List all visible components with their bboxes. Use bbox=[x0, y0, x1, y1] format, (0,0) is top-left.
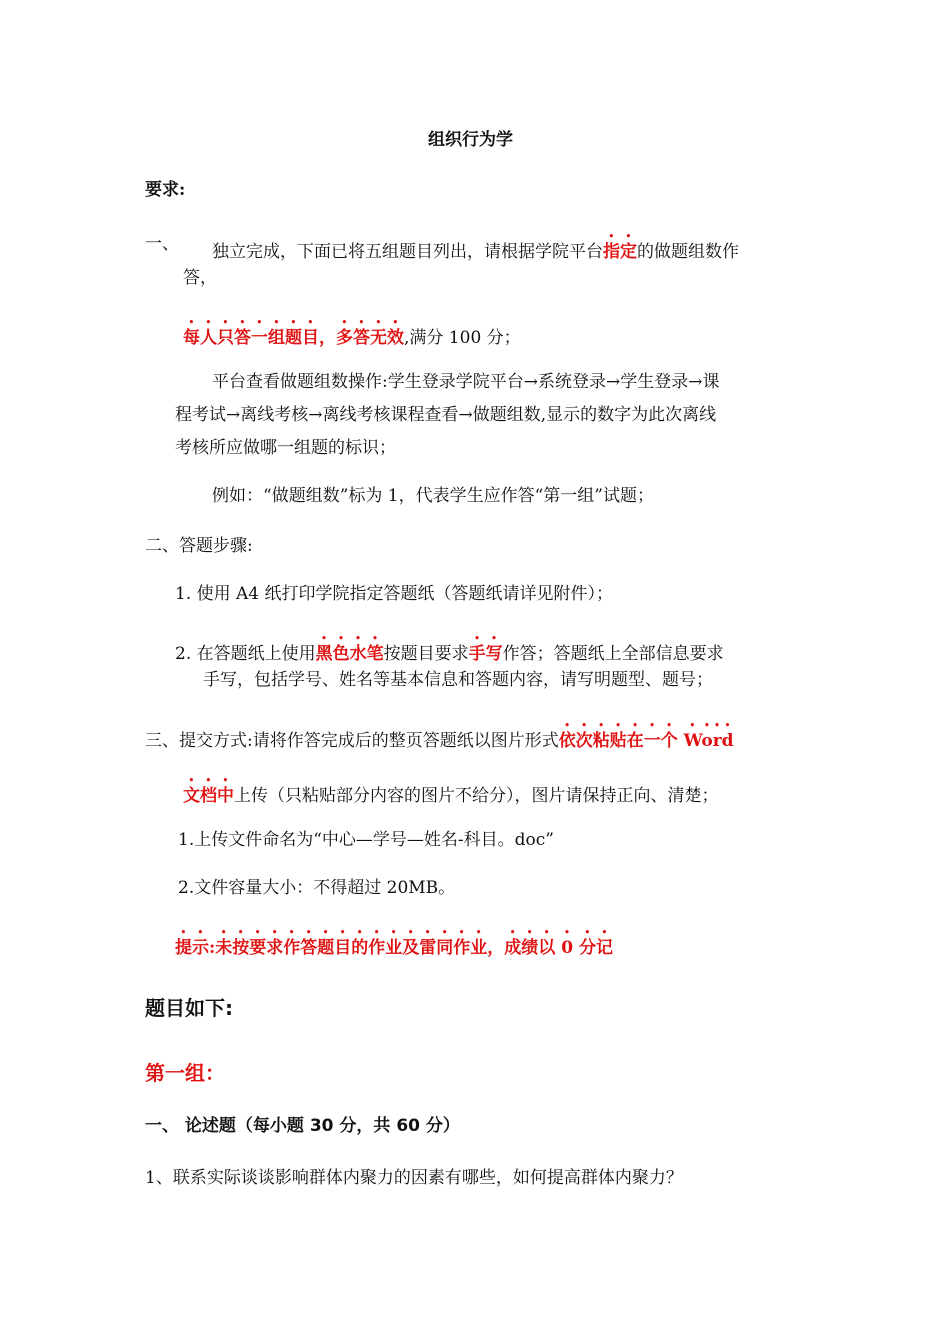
in-document-text: 文档中 bbox=[183, 786, 234, 806]
section2-item2-line2: 手写，包括学号、姓名等基本信息和答题内容，请写明题型、题号； bbox=[203, 670, 713, 690]
part1-heading: 一、 论述题（每小题 30 分，共 60 分） bbox=[145, 1116, 460, 1136]
item2-text-a: 2. 在答题纸上使用 bbox=[175, 644, 316, 664]
handwrite-text: 手写 bbox=[468, 644, 503, 664]
section3-text-a: 三、提交方式:请将作答完成后的整页答题纸以图片形式 bbox=[145, 731, 559, 751]
platform-steps-line2: 程考试→离线考核→离线考核课程查看→做题组数,显示的数字为此次离线 bbox=[175, 405, 717, 425]
section1-line1 bbox=[212, 232, 739, 264]
section1-text-a: 独立完成，下面已将五组题目列出，请根据学院平台 bbox=[212, 242, 603, 262]
section3-item2: 2.文件容量大小：不得超过 20MB。 bbox=[178, 878, 456, 898]
section3-upload-text: 上传（只粘贴部分内容的图片不给分），图片请保持正向、清楚； bbox=[234, 786, 719, 806]
section1-text-b: 的做题组数作 bbox=[637, 242, 739, 262]
platform-steps-line3: 考核所应做哪一组题的标识； bbox=[175, 438, 396, 458]
section3-line2 bbox=[183, 776, 719, 808]
section2-item1: 1. 使用 A4 纸打印学院指定答题纸（答题纸请详见附件）； bbox=[175, 584, 614, 604]
section1-rule-line bbox=[183, 318, 521, 350]
section3-item1: 1.上传文件命名为“中心—学号—姓名-科目。doc” bbox=[178, 830, 554, 850]
section2-heading: 二、答题步骤: bbox=[145, 536, 253, 556]
comma: ， bbox=[319, 328, 336, 348]
section2-item2 bbox=[175, 634, 724, 666]
doc-title: 组织行为学 bbox=[428, 130, 513, 150]
item2-text-b: 按题目要求 bbox=[383, 644, 469, 664]
section1-highlight-designated: 指定 bbox=[603, 242, 637, 262]
section1-number: 一、 bbox=[145, 234, 179, 254]
section3-line1 bbox=[145, 721, 734, 753]
question-1: 1、联系实际谈谈影响群体内聚力的因素有哪些，如何提高群体内聚力？ bbox=[145, 1168, 683, 1188]
item2-text-c: 作答；答题纸上全部信息要求 bbox=[502, 644, 724, 664]
requirements-heading: 要求: bbox=[145, 180, 186, 200]
group1-heading: 第一组： bbox=[145, 1061, 225, 1085]
example-line: 例如：“做题组数”标为 1，代表学生应作答“第一组”试题； bbox=[212, 486, 654, 506]
section1-line2: 答， bbox=[183, 268, 217, 288]
platform-steps-line1: 平台查看做题组数操作:学生登录学院平台→系统登录→学生登录→课 bbox=[212, 372, 720, 392]
full-score-text: ,满分 100 分； bbox=[404, 328, 521, 348]
paste-in-word-text: 依次粘贴在一个 Word bbox=[558, 731, 734, 751]
extra-answers-invalid-text: 多答无效 bbox=[336, 328, 404, 348]
one-group-only-text: 每人只答一组题目 bbox=[183, 328, 319, 348]
zero-score-tip: 提示:未按要求作答题目的作业及雷同作业，成绩以 0 分记 bbox=[175, 938, 613, 958]
questions-heading: 题目如下: bbox=[145, 996, 233, 1020]
black-pen-text: 黑色水笔 bbox=[315, 644, 384, 664]
